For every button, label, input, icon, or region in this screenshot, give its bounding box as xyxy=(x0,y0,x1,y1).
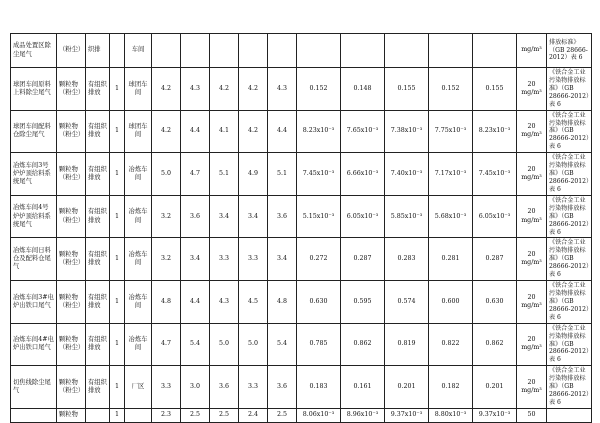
table-row xyxy=(11,68,592,111)
concentration-cell: 8.23x10⁻³ xyxy=(297,110,341,153)
table-row xyxy=(11,281,592,324)
concentration-cell xyxy=(429,34,473,68)
count-cell xyxy=(110,34,125,68)
method-cell: 有组织排放 xyxy=(86,323,110,366)
concentration-cell: 0.155 xyxy=(385,68,429,111)
value-cell: 4.3 xyxy=(210,281,239,324)
table-row xyxy=(11,323,592,366)
concentration-cell: 8.96x10⁻³ xyxy=(341,408,385,422)
value-cell: 2.5 xyxy=(210,408,239,422)
method-cell: 有组织排放 xyxy=(86,238,110,281)
concentration-cell: 6.66x10⁻³ xyxy=(341,153,385,196)
concentration-cell: 0.574 xyxy=(385,281,429,324)
value-cell: 3.6 xyxy=(268,195,297,238)
count-cell: 1 xyxy=(110,153,125,196)
location-cell: 冶炼车间 xyxy=(125,153,152,196)
value-cell: 2.3 xyxy=(152,408,181,422)
concentration-cell: 5.85x10⁻³ xyxy=(385,195,429,238)
concentration-cell: 0.283 xyxy=(385,238,429,281)
value-cell: 3.6 xyxy=(210,366,239,409)
concentration-cell: 0.630 xyxy=(297,281,341,324)
concentration-cell: 6.05x10⁻³ xyxy=(473,195,517,238)
value-cell: 4.7 xyxy=(152,323,181,366)
concentration-cell: 0.155 xyxy=(473,68,517,111)
concentration-cell: 0.822 xyxy=(429,323,473,366)
limit-cell: 20 mg/m³ xyxy=(517,110,547,153)
value-cell: 5.0 xyxy=(152,153,181,196)
method-cell: 有组织排放 xyxy=(86,153,110,196)
concentration-cell: 0.201 xyxy=(473,366,517,409)
concentration-cell: 7.38x10⁻³ xyxy=(385,110,429,153)
source-cell: 冶炼车间3#电炉出铁口尾气 xyxy=(11,281,57,324)
location-cell xyxy=(125,408,152,422)
value-cell: 3.4 xyxy=(181,238,210,281)
value-cell: 3.0 xyxy=(181,366,210,409)
pollutant-cell: 颗粒物（粉尘） xyxy=(57,110,86,153)
concentration-cell: 0.862 xyxy=(341,323,385,366)
standard-cell: 《铁合金工业污染物排放标准》（GB 28666-2012）表 6 xyxy=(547,195,592,238)
concentration-cell: 0.785 xyxy=(297,323,341,366)
emissions-table xyxy=(10,33,592,423)
location-cell: 球团车间 xyxy=(125,68,152,111)
table-body xyxy=(11,34,592,423)
value-cell: 4.3 xyxy=(268,68,297,111)
count-cell: 1 xyxy=(110,195,125,238)
concentration-cell: 0.183 xyxy=(297,366,341,409)
concentration-cell xyxy=(385,34,429,68)
pollutant-cell: 颗粒物（粉尘） xyxy=(57,195,86,238)
value-cell: 3.3 xyxy=(152,366,181,409)
concentration-cell: 0.862 xyxy=(473,323,517,366)
concentration-cell: 0.152 xyxy=(429,68,473,111)
location-cell: 冶炼车间 xyxy=(125,195,152,238)
concentration-cell: 0.152 xyxy=(297,68,341,111)
limit-cell: 20 mg/m³ xyxy=(517,323,547,366)
count-cell: 1 xyxy=(110,408,125,422)
source-cell: 球团车间配料仓除尘尾气 xyxy=(11,110,57,153)
source-cell: 成品处置区除尘尾气 xyxy=(11,34,57,68)
value-cell: 5.1 xyxy=(268,153,297,196)
method-cell: 织排 xyxy=(86,34,110,68)
value-cell: 3.6 xyxy=(268,366,297,409)
concentration-cell: 8.80x10⁻³ xyxy=(429,408,473,422)
location-cell: 冶炼车间 xyxy=(125,238,152,281)
value-cell: 4.2 xyxy=(152,68,181,111)
pollutant-cell: 颗粒物（粉尘） xyxy=(57,323,86,366)
limit-cell: mg/m³ xyxy=(517,34,547,68)
count-cell: 1 xyxy=(110,323,125,366)
source-cell: 冶炼车间3号炉炉顶给料系统尾气 xyxy=(11,153,57,196)
location-cell: 冶炼车间 xyxy=(125,323,152,366)
value-cell: 5.0 xyxy=(210,323,239,366)
value-cell: 3.6 xyxy=(181,195,210,238)
value-cell: 4.2 xyxy=(239,68,268,111)
value-cell: 3.2 xyxy=(152,195,181,238)
concentration-cell: 7.40x10⁻³ xyxy=(385,153,429,196)
standard-cell xyxy=(547,408,592,422)
value-cell: 5.1 xyxy=(210,153,239,196)
location-cell: 车间 xyxy=(125,34,152,68)
concentration-cell: 8.06x10⁻³ xyxy=(297,408,341,422)
table-row xyxy=(11,34,592,68)
concentration-cell: 7.75x10⁻³ xyxy=(429,110,473,153)
pollutant-cell: 颗粒物（粉尘） xyxy=(57,238,86,281)
pollutant-cell: 颗粒物（粉尘） xyxy=(57,366,86,409)
method-cell xyxy=(86,408,110,422)
location-cell: 球团车间 xyxy=(125,110,152,153)
concentration-cell xyxy=(341,34,385,68)
value-cell: 3.3 xyxy=(210,238,239,281)
value-cell: 4.1 xyxy=(210,110,239,153)
concentration-cell: 0.600 xyxy=(429,281,473,324)
value-cell xyxy=(152,34,181,68)
count-cell: 1 xyxy=(110,68,125,111)
concentration-cell: 7.17x10⁻³ xyxy=(429,153,473,196)
concentration-cell: 0.201 xyxy=(385,366,429,409)
concentration-cell: 0.819 xyxy=(385,323,429,366)
value-cell: 4.2 xyxy=(152,110,181,153)
concentration-cell: 5.15x10⁻³ xyxy=(297,195,341,238)
value-cell: 4.3 xyxy=(181,68,210,111)
method-cell: 有组织排放 xyxy=(86,281,110,324)
value-cell: 4.2 xyxy=(239,110,268,153)
pollutant-cell: 颗粒物 xyxy=(57,408,86,422)
standard-cell: 《铁合金工业污染物排放标准》（GB 28666-2012）表 6 xyxy=(547,281,592,324)
value-cell: 3.4 xyxy=(210,195,239,238)
pollutant-cell: 颗粒物（粉尘） xyxy=(57,68,86,111)
value-cell xyxy=(268,34,297,68)
count-cell: 1 xyxy=(110,366,125,409)
concentration-cell: 8.23x10⁻³ xyxy=(473,110,517,153)
value-cell: 5.4 xyxy=(181,323,210,366)
limit-cell: 20 mg/m³ xyxy=(517,238,547,281)
value-cell: 2.4 xyxy=(239,408,268,422)
concentration-cell: 0.281 xyxy=(429,238,473,281)
concentration-cell: 0.161 xyxy=(341,366,385,409)
limit-cell: 20 mg/m³ xyxy=(517,281,547,324)
concentration-cell: 7.45x10⁻³ xyxy=(297,153,341,196)
concentration-cell: 6.05x10⁻³ xyxy=(341,195,385,238)
value-cell xyxy=(239,34,268,68)
concentration-cell: 0.182 xyxy=(429,366,473,409)
value-cell xyxy=(210,34,239,68)
concentration-cell: 0.595 xyxy=(341,281,385,324)
table-row xyxy=(11,153,592,196)
source-cell: 冶炼车间4#电炉出铁口尾气 xyxy=(11,323,57,366)
count-cell: 1 xyxy=(110,110,125,153)
value-cell: 4.4 xyxy=(181,281,210,324)
limit-cell: 20 mg/m³ xyxy=(517,68,547,111)
value-cell: 3.4 xyxy=(239,195,268,238)
table-row xyxy=(11,408,592,422)
source-cell xyxy=(11,408,57,422)
method-cell: 有组织排放 xyxy=(86,68,110,111)
limit-cell: 20 mg/m³ xyxy=(517,366,547,409)
concentration-cell xyxy=(473,34,517,68)
concentration-cell: 5.68x10⁻³ xyxy=(429,195,473,238)
limit-cell: 50 xyxy=(517,408,547,422)
count-cell: 1 xyxy=(110,238,125,281)
limit-cell: 20 mg/m³ xyxy=(517,195,547,238)
pollutant-cell: 颗粒物（粉尘） xyxy=(57,281,86,324)
standard-cell: 《铁合金工业污染物排放标准》（GB 28666-2012）表 6 xyxy=(547,366,592,409)
location-cell: 厂区 xyxy=(125,366,152,409)
value-cell: 3.3 xyxy=(239,366,268,409)
concentration-cell: 0.148 xyxy=(341,68,385,111)
value-cell: 4.8 xyxy=(268,281,297,324)
standard-cell: 《铁合金工业污染物排放标准》（GB 28666-2012）表 6 xyxy=(547,68,592,111)
concentration-cell: 7.65x10⁻³ xyxy=(341,110,385,153)
value-cell: 2.5 xyxy=(268,408,297,422)
source-cell: 冶炼车间4号炉炉顶给料系统尾气 xyxy=(11,195,57,238)
source-cell: 切焦线除尘尾气 xyxy=(11,366,57,409)
value-cell: 4.2 xyxy=(210,68,239,111)
value-cell: 4.9 xyxy=(239,153,268,196)
value-cell: 4.4 xyxy=(181,110,210,153)
value-cell: 3.3 xyxy=(239,238,268,281)
standard-cell: 排放标准》（GB 28666-2012）表 6 xyxy=(547,34,592,68)
pollutant-cell: 颗粒物（粉尘） xyxy=(57,153,86,196)
method-cell: 有组织排放 xyxy=(86,110,110,153)
value-cell: 4.8 xyxy=(152,281,181,324)
table-row xyxy=(11,195,592,238)
concentration-cell xyxy=(297,34,341,68)
value-cell: 2.5 xyxy=(181,408,210,422)
concentration-cell: 0.272 xyxy=(297,238,341,281)
location-cell: 冶炼车间 xyxy=(125,281,152,324)
concentration-cell: 0.287 xyxy=(473,238,517,281)
value-cell: 3.2 xyxy=(152,238,181,281)
method-cell: 有组织排放 xyxy=(86,195,110,238)
table-row xyxy=(11,238,592,281)
value-cell: 4.5 xyxy=(239,281,268,324)
count-cell: 1 xyxy=(110,281,125,324)
value-cell: 4.7 xyxy=(181,153,210,196)
standard-cell: 《铁合金工业污染物排放标准》（GB 28666-2012）表 6 xyxy=(547,238,592,281)
method-cell: 有组织排放 xyxy=(86,366,110,409)
concentration-cell: 7.45x10⁻³ xyxy=(473,153,517,196)
table-row xyxy=(11,366,592,409)
value-cell: 4.4 xyxy=(268,110,297,153)
value-cell: 3.4 xyxy=(268,238,297,281)
concentration-cell: 0.287 xyxy=(341,238,385,281)
pollutant-cell: （粉尘） xyxy=(57,34,86,68)
value-cell: 5.4 xyxy=(268,323,297,366)
concentration-cell: 0.630 xyxy=(473,281,517,324)
standard-cell: 《铁合金工业污染物排放标准》（GB 28666-2012）表 6 xyxy=(547,110,592,153)
source-cell: 球团车间原料上料除尘尾气 xyxy=(11,68,57,111)
value-cell: 5.0 xyxy=(239,323,268,366)
limit-cell: 20 mg/m³ xyxy=(517,153,547,196)
standard-cell: 《铁合金工业污染物排放标准》（GB 28666-2012）表 6 xyxy=(547,153,592,196)
standard-cell: 《铁合金工业污染物排放标准》（GB 28666-2012）表 6 xyxy=(547,323,592,366)
table-row xyxy=(11,110,592,153)
concentration-cell: 9.37x10⁻³ xyxy=(473,408,517,422)
value-cell xyxy=(181,34,210,68)
concentration-cell: 9.37x10⁻³ xyxy=(385,408,429,422)
source-cell: 冶炼车间日料仓及配料仓尾气 xyxy=(11,238,57,281)
